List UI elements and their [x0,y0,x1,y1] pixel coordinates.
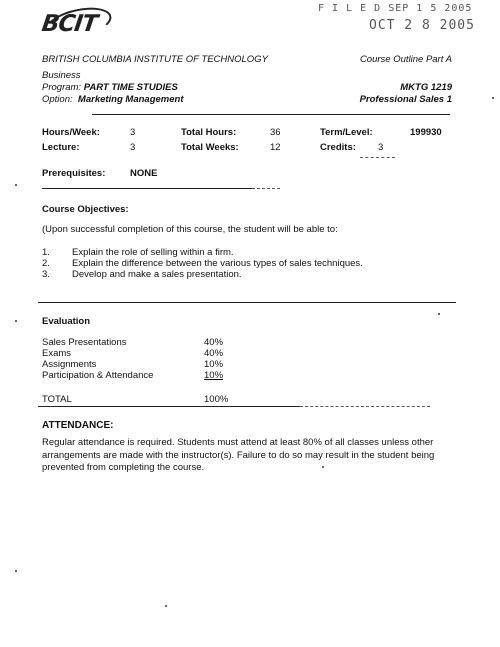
evaluation-item-label: Sales Presentations [42,337,127,348]
evaluation-item-value: 10% [204,370,224,381]
school-name: Business [42,70,81,81]
credits-label: Credits: [320,142,356,153]
date-stamp: OCT 2 8 2005 [369,18,475,33]
scan-speck [15,184,17,186]
program-value: PART TIME STUDIES [83,82,178,93]
evaluation-item-label: Assignments [42,359,97,370]
total-weeks-value: 12 [270,142,281,153]
evaluation-total-label: TOTAL [42,394,72,405]
lecture-value: 3 [130,142,136,153]
header-divider [92,114,450,115]
objective-number: 1. [42,247,50,258]
credits-value: 3 [378,142,384,153]
lecture-label: Lecture: [42,142,80,153]
objectives-heading: Course Objectives: [42,204,129,215]
option-label: Option: [42,94,73,105]
attendance-heading: ATTENDANCE: [42,420,114,431]
course-code: MKTG 1219 [400,82,452,93]
evaluation-item-label: Participation & Attendance [42,370,154,381]
objectives-divider [38,302,456,303]
hours-week-value: 3 [130,127,136,138]
total-hours-label: Total Hours: [181,127,237,138]
evaluation-total-value: 100% [204,394,229,405]
prereq-divider-dashed [252,188,280,189]
option-line [42,94,184,105]
program-label: Program: [42,82,82,93]
bcit-logo: BCIT [40,11,99,37]
evaluation-heading: Evaluation [42,316,91,327]
scan-speck [15,320,17,322]
objectives-intro: (Upon successful completion of this course, the student will be able to: [42,224,338,235]
scan-speck [438,313,440,315]
evaluation-item-value: 40% [204,348,224,359]
evaluation-divider [38,406,300,407]
scan-speck [492,97,494,99]
hours-week-label: Hours/Week: [42,127,100,138]
term-level-label: Term/Level: [320,127,373,138]
evaluation-divider-dashed [300,406,430,407]
program-line [42,82,178,93]
credits-underline [360,157,395,158]
evaluation-item-value: 40% [204,337,224,348]
objective-number: 2. [42,258,50,269]
total-weeks-label: Total Weeks: [181,142,239,153]
term-level-value: 199930 [410,127,442,138]
course-name: Professional Sales 1 [359,94,452,105]
objective-text: Develop and make a sales presentation. [72,269,242,280]
scan-speck [322,466,324,468]
scan-speck [165,605,167,607]
objective-number: 3. [42,269,50,280]
option-value: Marketing Management [77,94,184,105]
prerequisites-label: Prerequisites: [42,168,106,179]
filed-stamp: F I L E D SEP 1 5 2005 [318,3,473,14]
prereq-divider [42,188,252,189]
attendance-text: Regular attendance is required. Students must attend at least 80% of all classes unless other arrangements are made with the instructor(s). Failure to do so may result in the student being prevented from completing the course. [42,437,435,473]
objective-text: Explain the role of selling within a firm. [72,247,234,258]
document-type: Course Outline Part A [359,54,452,65]
prerequisites-value: NONE [130,168,158,179]
evaluation-item-label: Exams [42,348,72,359]
objective-text: Explain the difference between the various types of sales techniques. [72,258,363,269]
evaluation-item-value: 10% [204,359,224,370]
scan-speck [15,570,17,572]
total-hours-value: 36 [270,127,281,138]
institute-name: BRITISH COLUMBIA INSTITUTE OF TECHNOLOGY [42,54,268,65]
